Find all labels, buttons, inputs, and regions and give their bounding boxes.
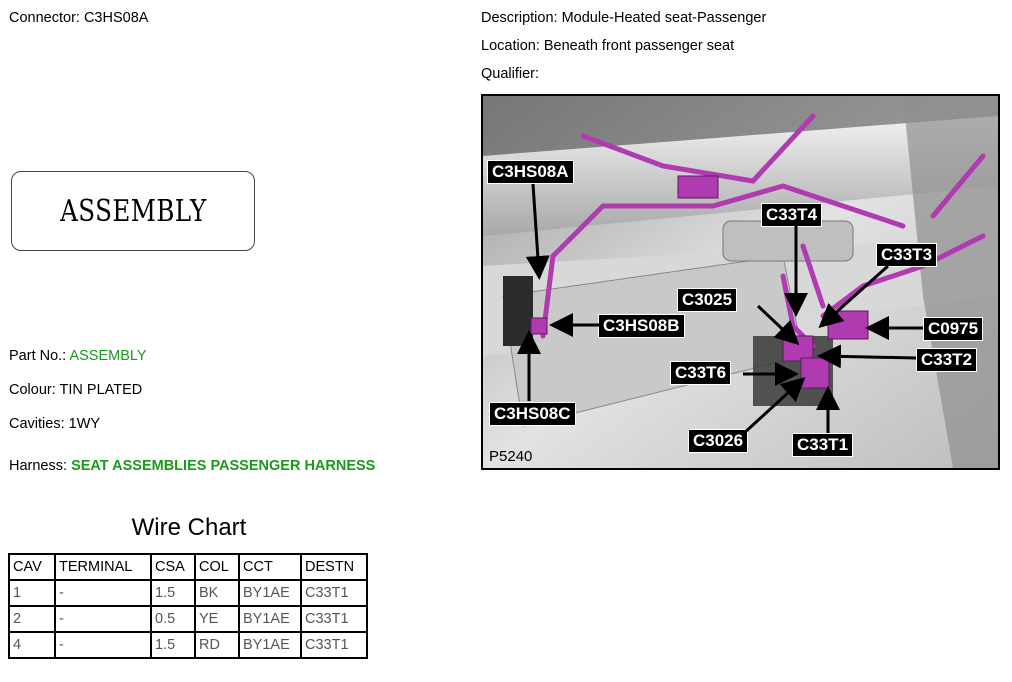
cell-cct: BY1AE: [239, 632, 301, 658]
cell-cav: 2: [9, 606, 55, 632]
cell-cav: 4: [9, 632, 55, 658]
callout-c33t2: C33T2: [916, 348, 977, 372]
cell-csa: 1.5: [151, 632, 195, 658]
cell-destn: C33T1: [301, 580, 367, 606]
cell-cav: 1: [9, 580, 55, 606]
connector-heading: Connector: C3HS08A: [9, 10, 149, 26]
header-terminal: TERMINAL: [55, 554, 151, 580]
cell-terminal: -: [55, 632, 151, 658]
header-cav: CAV: [9, 554, 55, 580]
harness-label: Harness:: [9, 458, 72, 474]
cell-csa: 0.5: [151, 606, 195, 632]
figure-id: P5240: [489, 448, 533, 465]
part-no-line: [9, 348, 147, 364]
cell-col: RD: [195, 632, 239, 658]
qualifier-text: Qualifier:: [481, 66, 540, 82]
callout-c3hs08a: C3HS08A: [487, 160, 574, 184]
callout-arrows: [483, 96, 998, 468]
table-row: [9, 606, 367, 632]
cell-terminal: -: [55, 606, 151, 632]
harness-link[interactable]: SEAT ASSEMBLIES PASSENGER HARNESS: [71, 458, 376, 474]
location-photo: [481, 94, 1000, 470]
header-col: COL: [195, 554, 239, 580]
header-cct: CCT: [239, 554, 301, 580]
table-row: [9, 632, 367, 658]
cell-col: BK: [195, 580, 239, 606]
cell-cct: BY1AE: [239, 580, 301, 606]
header-csa: CSA: [151, 554, 195, 580]
location-text: Location: Beneath front passenger seat: [481, 38, 735, 54]
part-no-label: Part No.:: [9, 348, 70, 364]
table-row: [9, 580, 367, 606]
header-destn: DESTN: [301, 554, 367, 580]
callout-c33t4: C33T4: [761, 203, 822, 227]
cell-terminal: -: [55, 580, 151, 606]
callout-c0975: C0975: [923, 317, 983, 341]
description-text: Description: Module-Heated seat-Passenger: [481, 10, 767, 26]
harness-line: [9, 458, 375, 474]
connector-face-image: [11, 171, 255, 251]
wire-chart-title: Wire Chart: [131, 514, 247, 541]
cell-col: YE: [195, 606, 239, 632]
part-no-link[interactable]: ASSEMBLY: [69, 348, 147, 364]
cell-destn: C33T1: [301, 606, 367, 632]
callout-c33t1: C33T1: [792, 433, 853, 457]
cell-csa: 1.5: [151, 580, 195, 606]
callout-c33t3: C33T3: [876, 243, 937, 267]
wire-chart-table: [8, 553, 368, 659]
callout-c3025: C3025: [677, 288, 737, 312]
assembly-label: ASSEMBLY: [59, 193, 207, 229]
cell-destn: C33T1: [301, 632, 367, 658]
colour-text: Colour: TIN PLATED: [9, 382, 143, 398]
cavities-text: Cavities: 1WY: [9, 416, 101, 432]
cell-cct: BY1AE: [239, 606, 301, 632]
callout-c3hs08c: C3HS08C: [489, 402, 576, 426]
wire-chart-header-row: [9, 554, 367, 580]
callout-c3hs08b: C3HS08B: [598, 314, 685, 338]
callout-c3026: C3026: [688, 429, 748, 453]
callout-c33t6: C33T6: [670, 361, 731, 385]
